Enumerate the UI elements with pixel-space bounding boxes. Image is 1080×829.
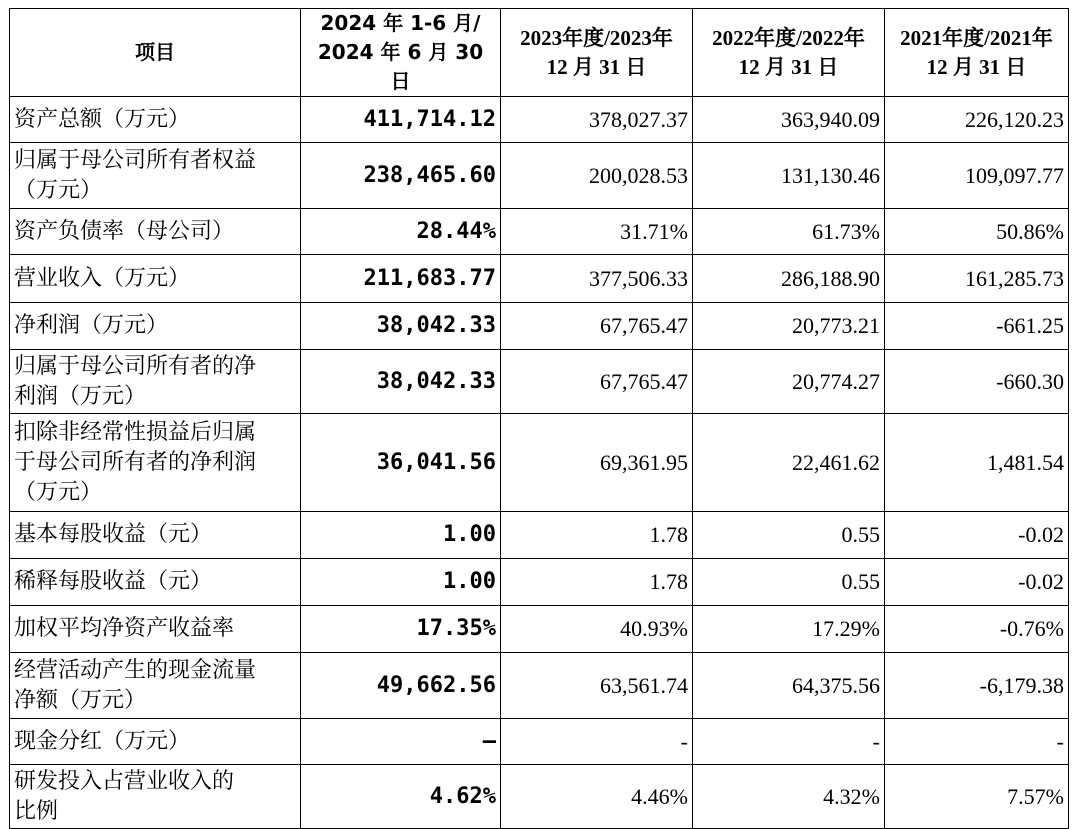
row-label <box>10 209 301 255</box>
value-2022: 131,130.46 <box>693 143 885 209</box>
label-line: 利润（万元） <box>14 383 147 409</box>
row-label <box>10 765 301 829</box>
value-2021: 161,285.73 <box>885 255 1069 303</box>
header-line: 2022年度/2022年 <box>712 25 865 50</box>
value-2022: 20,773.21 <box>693 303 885 350</box>
header-line: 2024 年 6 月 30 日 <box>317 40 484 93</box>
value-2024h1: 1.00 <box>301 559 501 606</box>
value-2022: 22,461.62 <box>693 414 885 512</box>
value-2023: 67,765.47 <box>501 350 693 414</box>
value-2023: 40.93% <box>501 606 693 653</box>
value-2023: 31.71% <box>501 209 693 255</box>
header-2022 <box>693 9 885 97</box>
table-row <box>10 97 1069 143</box>
table-row <box>10 255 1069 303</box>
value-2021: -0.02 <box>885 559 1069 606</box>
value-2022: 363,940.09 <box>693 97 885 143</box>
row-label <box>10 143 301 209</box>
label-line: （万元） <box>14 177 103 203</box>
value-2024h1: 1.00 <box>301 512 501 559</box>
value-2021: -0.76% <box>885 606 1069 653</box>
value-2024h1: – <box>301 719 501 765</box>
table-row <box>10 414 1069 512</box>
label-line: 营业收入（万元） <box>14 265 191 291</box>
row-label <box>10 350 301 414</box>
header-line: 12 月 31 日 <box>546 54 647 79</box>
value-2023: 67,765.47 <box>501 303 693 350</box>
value-2021: 109,097.77 <box>885 143 1069 209</box>
table-row <box>10 209 1069 255</box>
label-line: 于母公司所有者的净利润 <box>14 449 257 475</box>
value-2024h1: 17.35% <box>301 606 501 653</box>
label-line: 扣除非经常性损益后归属 <box>14 419 257 445</box>
value-2023: 4.46% <box>501 765 693 829</box>
table-row <box>10 512 1069 559</box>
label-line: 比例 <box>14 798 59 824</box>
header-item <box>10 9 301 97</box>
value-2022: 0.55 <box>693 559 885 606</box>
value-2022: 286,188.90 <box>693 255 885 303</box>
value-2022: 20,774.27 <box>693 350 885 414</box>
header-2021 <box>885 9 1069 97</box>
row-label <box>10 303 301 350</box>
header-line: 12 月 31 日 <box>926 54 1027 79</box>
value-2023: 1.78 <box>501 512 693 559</box>
value-2021: - <box>885 719 1069 765</box>
table-row <box>10 653 1069 719</box>
value-2023: 69,361.95 <box>501 414 693 512</box>
value-2024h1: 28.44% <box>301 209 501 255</box>
label-line: 资产负债率（母公司） <box>14 218 235 244</box>
value-2024h1: 4.62% <box>301 765 501 829</box>
value-2023: - <box>501 719 693 765</box>
label-line: 加权平均净资产收益率 <box>14 616 235 641</box>
value-2021: -0.02 <box>885 512 1069 559</box>
header-line: 2023年度/2023年 <box>520 25 673 50</box>
label-line: 归属于母公司所有者权益 <box>14 147 257 173</box>
value-2024h1: 38,042.33 <box>301 350 501 414</box>
value-2023: 377,506.33 <box>501 255 693 303</box>
table-row <box>10 350 1069 414</box>
row-label <box>10 559 301 606</box>
label-line: 经营活动产生的现金流量 <box>14 657 257 683</box>
header-line: 12 月 31 日 <box>738 54 839 79</box>
financial-summary-table <box>9 8 1069 829</box>
header-row <box>10 9 1069 97</box>
value-2022: 0.55 <box>693 512 885 559</box>
value-2021: 7.57% <box>885 765 1069 829</box>
table-row <box>10 303 1069 350</box>
value-2023: 63,561.74 <box>501 653 693 719</box>
value-2021: -6,179.38 <box>885 653 1069 719</box>
label-line: 资产总额（万元） <box>14 106 191 132</box>
value-2022: 64,375.56 <box>693 653 885 719</box>
value-2023: 378,027.37 <box>501 97 693 143</box>
value-2021: -660.30 <box>885 350 1069 414</box>
value-2021: -661.25 <box>885 303 1069 350</box>
header-2023 <box>501 9 693 97</box>
row-label <box>10 719 301 765</box>
table-row <box>10 719 1069 765</box>
label-line: 净利润（万元） <box>14 313 169 338</box>
value-2024h1: 238,465.60 <box>301 143 501 209</box>
header-line: 2024 年 1-6 月/ <box>320 11 481 35</box>
value-2022: 17.29% <box>693 606 885 653</box>
value-2021: 1,481.54 <box>885 414 1069 512</box>
table-row <box>10 606 1069 653</box>
value-2023: 1.78 <box>501 559 693 606</box>
table-row <box>10 765 1069 829</box>
value-2024h1: 49,662.56 <box>301 653 501 719</box>
value-2023: 200,028.53 <box>501 143 693 209</box>
label-line: （万元） <box>14 479 103 505</box>
header-line: 2021年度/2021年 <box>900 25 1053 50</box>
label-line: 研发投入占营业收入的 <box>14 768 235 794</box>
row-label <box>10 606 301 653</box>
table-row <box>10 559 1069 606</box>
label-line: 稀释每股收益（元） <box>14 569 213 594</box>
row-label <box>10 255 301 303</box>
row-label <box>10 512 301 559</box>
value-2024h1: 38,042.33 <box>301 303 501 350</box>
label-line: 归属于母公司所有者的净 <box>14 353 257 379</box>
table-row <box>10 143 1069 209</box>
value-2021: 226,120.23 <box>885 97 1069 143</box>
label-line: 净额（万元） <box>14 687 147 713</box>
value-2022: - <box>693 719 885 765</box>
row-label <box>10 97 301 143</box>
value-2024h1: 36,041.56 <box>301 414 501 512</box>
header-2024h1 <box>301 9 501 97</box>
value-2022: 4.32% <box>693 765 885 829</box>
label-line: 基本每股收益（元） <box>14 522 213 547</box>
value-2022: 61.73% <box>693 209 885 255</box>
row-label <box>10 653 301 719</box>
row-label <box>10 414 301 512</box>
value-2024h1: 411,714.12 <box>301 97 501 143</box>
value-2024h1: 211,683.77 <box>301 255 501 303</box>
label-line: 现金分红（万元） <box>14 728 191 754</box>
value-2021: 50.86% <box>885 209 1069 255</box>
header-line: 项目 <box>135 40 175 64</box>
